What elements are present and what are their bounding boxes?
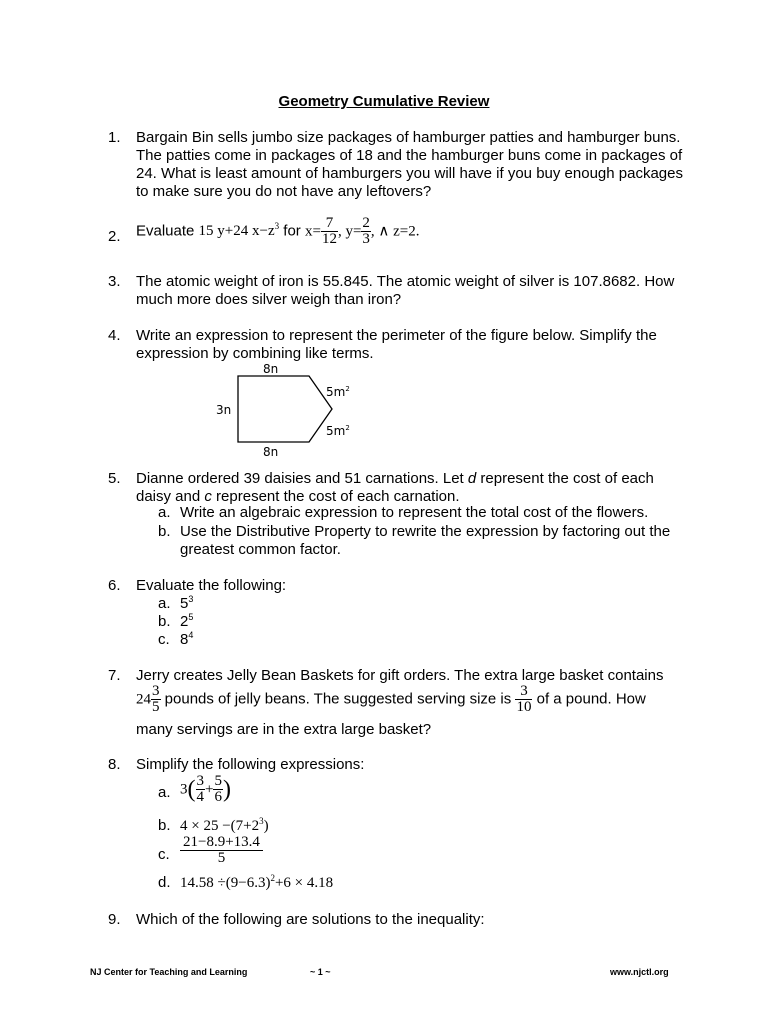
numerator: 5 — [214, 773, 222, 789]
fraction — [196, 774, 206, 805]
sub-label: d. — [158, 874, 171, 891]
question-text-line2 — [136, 684, 688, 715]
question-text: Write an expression to represent the perimeter of the figure below. Simplify the expression by combining like terms. — [136, 327, 657, 362]
for-text: for — [283, 222, 301, 240]
label-right-bottom — [326, 424, 350, 438]
text-part: represent the cost of each daisy and — [136, 470, 654, 505]
plus: + — [205, 781, 214, 798]
z-eq: , ∧ z=2. — [370, 223, 420, 240]
var-c: c — [204, 488, 212, 505]
label-top: 8n — [263, 362, 279, 376]
footer-right: www.njctl.org — [610, 967, 669, 977]
coefficient: 3 — [180, 781, 188, 798]
power — [180, 631, 193, 649]
sub-label: c. — [158, 631, 170, 648]
question-text — [136, 470, 688, 506]
label-right-top — [326, 385, 350, 399]
fraction — [321, 216, 338, 247]
footer-left: NJ Center for Teaching and Learning — [90, 967, 248, 977]
expression: $14.58 \div(9-6.3)^2+6 \times 4.18$ — [180, 873, 334, 891]
denominator: 12 — [321, 231, 337, 247]
exponent: 4 — [188, 630, 194, 640]
exponent: 5 — [188, 612, 194, 622]
inner: 9−6.3 — [230, 875, 266, 891]
fraction — [213, 774, 223, 805]
sub-text: Use the Distributive Property to rewrite the expression by factoring out the greatest common factor. — [180, 523, 671, 558]
pentagon-shape — [238, 376, 332, 442]
base: 5 — [180, 595, 189, 612]
sub-label: a. — [158, 784, 171, 801]
question-number: 8. — [108, 756, 121, 773]
power — [180, 613, 193, 631]
base: 2 — [180, 613, 189, 630]
label-text: 5m — [326, 424, 346, 438]
expression — [180, 835, 263, 866]
sub-label: c. — [158, 846, 170, 863]
denominator: 3 — [362, 231, 370, 247]
var-d: d — [467, 470, 477, 487]
text-part: of a pound. How — [532, 690, 646, 708]
label-left: 3n — [216, 403, 232, 417]
label-text: 5m — [326, 385, 346, 399]
sub-text: Write an algebraic expression to represent the total cost of the flowers. — [180, 504, 649, 521]
exponent: 2 — [345, 424, 350, 432]
question-text-line3: many servings are in the extra large basket? — [136, 721, 432, 738]
sub-label: b. — [158, 523, 171, 540]
denominator: 5 — [217, 850, 226, 866]
denominator: 6 — [214, 789, 222, 805]
question-number: 6. — [108, 577, 121, 594]
label-bottom: 8n — [263, 445, 279, 459]
fraction — [151, 684, 161, 715]
expr-part: +6 × 4.18 — [274, 875, 334, 891]
text-part: represent the cost of each carnation. — [211, 488, 460, 505]
expr-part: 4 × 25 − — [180, 818, 231, 834]
fraction — [361, 216, 371, 247]
y-eq: , y= — [337, 223, 362, 240]
denominator: 5 — [152, 699, 160, 715]
numerator: 2 — [362, 215, 370, 231]
question-text: Which of the following are solutions to the inequality: — [136, 911, 485, 928]
x-eq: x= — [304, 223, 321, 240]
exponent: 3 — [274, 221, 280, 232]
numerator: 7 — [321, 216, 338, 232]
expression — [180, 774, 231, 805]
question-text: The atomic weight of iron is 55.845. The atomic weight of silver is 107.8682. How much more does silver weigh than iron? — [136, 273, 675, 308]
page-title: Geometry Cumulative Review — [278, 93, 490, 110]
question-number: 2. — [108, 228, 121, 245]
expression — [199, 223, 280, 239]
sub-label: a. — [158, 504, 171, 521]
question-number: 3. — [108, 273, 121, 290]
sub-label: a. — [158, 595, 171, 612]
exponent: 3 — [259, 816, 264, 826]
question-number: 5. — [108, 470, 121, 487]
base: 8 — [180, 631, 189, 648]
question-text: Bargain Bin sells jumbo size packages of hamburger patties and hamburger buns. The patties come in packages of 18 and the hamburger buns come in packages of 24. What is least amount of hamburgers you will have if you buy enough packages to make sure you do not have any leftovers? — [136, 129, 683, 200]
question-number: 4. — [108, 327, 121, 344]
expr-main: 15 y+24 x−z — [198, 223, 275, 240]
pentagon-figure — [200, 358, 380, 462]
text-part: Dianne ordered 39 daisies and 51 carnations. Let — [136, 470, 468, 487]
question-number: 7. — [108, 667, 121, 684]
paren-open: ( — [187, 776, 196, 803]
sub-label: b. — [158, 817, 171, 834]
fraction — [180, 835, 263, 866]
question-text: Simplify the following expressions: — [136, 756, 365, 773]
fraction — [515, 684, 532, 715]
expr-part: 14.58 ÷ — [180, 875, 226, 891]
denominator: 4 — [196, 789, 204, 805]
paren-close: ) — [222, 776, 231, 803]
numerator: 3 — [515, 684, 532, 700]
mixed-whole: 24 — [136, 691, 151, 708]
denominator: 10 — [516, 699, 532, 715]
lead-text: Evaluate — [136, 222, 195, 240]
footer-page-number: ~ 1 ~ — [310, 967, 331, 977]
exponent: 2 — [270, 873, 275, 883]
text-part: pounds of jelly beans. The suggested serving size is — [160, 690, 516, 708]
numerator: 3 — [152, 683, 160, 699]
expression: $4 \times 25 -(7+2^3)$ — [180, 816, 269, 834]
question-text: Jerry creates Jelly Bean Baskets for gift orders. The extra large basket contains — [136, 667, 664, 684]
question-text — [136, 216, 688, 247]
exponent: 3 — [188, 594, 194, 604]
sub-label: b. — [158, 613, 171, 630]
power — [180, 595, 193, 613]
inner: 7+2 — [235, 818, 260, 834]
numerator: 21−8.9+13.4 — [180, 835, 263, 851]
question-number: 1. — [108, 129, 121, 146]
question-number: 9. — [108, 911, 121, 928]
question-text: Evaluate the following: — [136, 577, 287, 594]
numerator: 3 — [196, 773, 204, 789]
exponent: 2 — [345, 385, 350, 393]
